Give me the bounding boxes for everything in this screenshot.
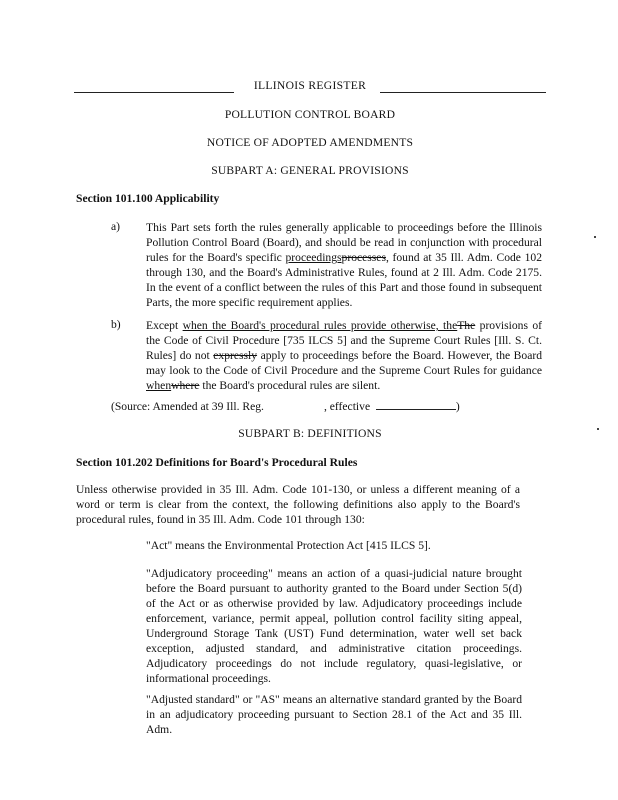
subpart-a-heading: SUBPART A: GENERAL PROVISIONS (211, 164, 409, 177)
definition-adjudicatory-proceeding: "Adjudicatory proceeding" means an action of a quasi-judicial nature brought before the Board pursuant to authority granted to the Board under Section 5(d) of the Act or as otherwise provided by law. Adjudicatory proceedings include enforcement, variance, permit appeal, pollution control facility siting appeal, Underground Storage Tank (UST) Fund determination, water well set back exception, adjusted standard, and administrative citation proceedings. Adjudicatory proceedings do not include regulatory, quasi-legislative, or informational proceedings. (146, 567, 522, 685)
effective-date-blank (376, 399, 456, 410)
notice-title: NOTICE OF ADOPTED AMENDMENTS (206, 136, 414, 149)
item-b-label: b) (111, 318, 121, 331)
item-b-text: Except when the Board's procedural rules provide otherwise, theThe provisions of the Code of Civil Procedure [735 ILCS 5] and the Supreme Court Rules [Ill. S. Ct. Rules] do not expressly apply to proceedings before the Board. However, the Board may look to the Code of Civil Procedure and the Supreme Court Rules for guidance whenwhere the Board's procedural rules are silent. (146, 319, 543, 392)
scan-speck (597, 428, 599, 430)
header-rule-right (380, 92, 546, 93)
section-101-202-title: Section 101.202 Definitions for Board's Procedural Rules (76, 456, 358, 469)
register-title: ILLINOIS REGISTER (253, 79, 367, 92)
section-101-100-title: Section 101.100 Applicability (76, 192, 220, 205)
definitions-intro: Unless otherwise provided in 35 Ill. Adm. Code 101-130, or unless a different meaning of a word or term is clear from the context, the following definitions also apply to the Board's procedural rules, found in 35 Ill. Adm. Code 101 through 130: (76, 483, 520, 526)
definition-adjusted-standard: "Adjusted standard" or "AS" means an alternative standard granted by the Board in an adjudicatory proceeding pursuant to Section 28.1 of the Act and 35 Ill. Adm. (146, 693, 522, 736)
item-a-text: This Part sets forth the rules generally applicable to proceedings before the Illinois Pollution Control Board (Board), and should be read in conjunction with procedural rules for the Board's specific proceedingsprocesses, found at 35 Ill. Adm. Code 102 through 130, and the Board's Administrative Rules, found at 2 Ill. Adm. Code 2175. In the event of a conflict between the rules of this Part and those found in subsequent Parts, the more specific requirement applies. (146, 221, 542, 309)
source-note: (Source: Amended at 39 Ill. Reg. , effective ) (111, 400, 460, 413)
board-name: POLLUTION CONTROL BOARD (224, 108, 396, 121)
definition-act: "Act" means the Environmental Protection Act [415 ILCS 5]. (146, 539, 431, 552)
header-rule-left (74, 92, 234, 93)
scan-speck (594, 236, 596, 238)
item-a-label: a) (111, 220, 121, 233)
subpart-b-heading: SUBPART B: DEFINITIONS (238, 427, 382, 440)
